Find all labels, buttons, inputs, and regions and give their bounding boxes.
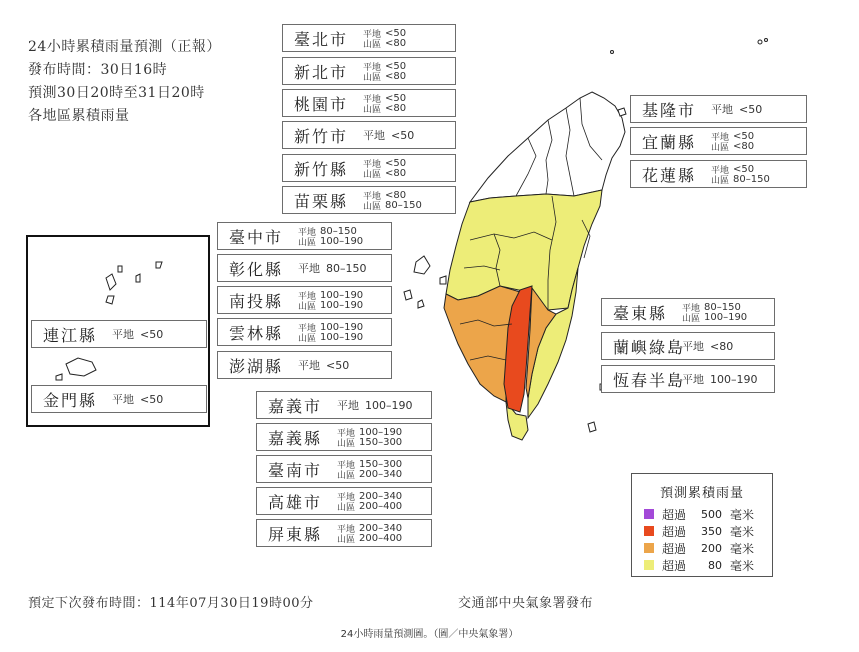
flat-label: 平地 [711,132,730,143]
region-name: 新竹縣 [294,159,349,179]
legend-item [644,540,754,556]
region-name: 臺東縣 [613,303,668,323]
legend-unit: 毫米 [730,541,755,556]
region-name: 宜蘭縣 [642,132,697,152]
mountain-value: 100–190 [704,311,748,323]
legend-swatch [644,526,654,536]
region-box [282,24,456,52]
flat-label: 平地 [337,524,356,535]
region-box [282,186,456,214]
flat-label: 平地 [363,62,382,73]
flat-label: 平地 [298,291,317,302]
region-box [601,332,775,360]
region-box [217,351,392,379]
region-box [282,89,456,117]
mountain-value: 150–300 [359,436,403,448]
mountain-label: 山區 [711,175,730,186]
region-name: 恆春半島 [613,370,686,390]
flat-label: 平地 [337,399,359,412]
flat-value: <50 [385,157,407,169]
flat-label: 平地 [337,428,356,439]
mountain-label: 山區 [298,237,317,248]
flat-label: 平地 [112,328,134,341]
region-name: 嘉義縣 [268,428,323,448]
forecast-period: 預測30日20時至31日20時 [28,85,205,101]
legend [631,473,773,577]
flat-value: <50 [385,92,407,104]
map-subtitle: 各地區累積雨量 [28,108,130,124]
flat-value: <50 [733,130,755,142]
legend-unit: 毫米 [730,524,755,539]
region-box [630,160,807,188]
region-name: 蘭嶼綠島 [613,337,686,357]
legend-threshold: 350 [701,524,722,538]
mountain-label: 山區 [298,333,317,344]
mountain-label: 山區 [337,534,356,545]
mountain-value: 100–190 [320,299,364,311]
flat-value: <50 [385,27,407,39]
flat-label: 平地 [298,359,320,372]
mountain-value: <80 [385,102,407,114]
legend-unit: 毫米 [730,558,755,573]
flat-value: <50 [391,128,415,142]
flat-label: 平地 [337,460,356,471]
flat-label: 平地 [682,373,704,386]
legend-prefix: 超過 [662,507,687,522]
region-name: 雲林縣 [229,323,284,343]
next-issue-time: 預定下次發布時間：114年07月30日19時00分 [28,596,314,611]
flat-value: 100–190 [710,372,758,386]
mountain-value: 80–150 [385,199,422,211]
mountain-label: 山區 [363,39,382,50]
flat-label: 平地 [363,191,382,202]
region-box [601,298,775,326]
mountain-label: 山區 [298,301,317,312]
region-name: 臺北市 [294,29,349,49]
region-box [282,154,456,182]
flat-label: 平地 [112,393,134,406]
flat-value: 100–190 [320,289,364,301]
legend-prefix: 超過 [662,558,687,573]
legend-prefix: 超過 [662,524,687,539]
legend-threshold: 500 [701,507,722,521]
mountain-value: 100–190 [320,331,364,343]
issue-time: 發布時間：30日16時 [28,62,168,78]
region-box [217,318,392,346]
region-name: 新竹市 [294,126,349,146]
region-name: 澎湖縣 [229,356,284,376]
region-box [256,519,432,547]
region-box [282,121,456,149]
flat-value: <50 [140,327,164,341]
region-box [256,423,432,451]
legend-unit: 毫米 [730,507,755,522]
region-name: 基隆市 [642,100,697,120]
flat-value: 200–340 [359,522,403,534]
region-name: 金門縣 [43,390,98,410]
flat-label: 平地 [298,262,320,275]
mountain-value: <80 [733,140,755,152]
region-name: 花蓮縣 [642,165,697,185]
flat-label: 平地 [363,29,382,40]
flat-value: <50 [140,392,164,406]
region-name: 高雄市 [268,492,323,512]
flat-label: 平地 [298,227,317,238]
region-box [256,487,432,515]
mountain-label: 山區 [363,72,382,83]
flat-label: 平地 [298,323,317,334]
flat-value: 100–190 [359,426,403,438]
mountain-value: 100–190 [320,235,364,247]
flat-value: 100–190 [365,398,413,412]
flat-value: <50 [385,60,407,72]
region-name: 臺中市 [229,227,284,247]
mountain-label: 山區 [363,104,382,115]
region-box [601,365,775,393]
legend-swatch [644,543,654,553]
region-box [217,254,392,282]
region-name: 連江縣 [43,325,98,345]
region-box [282,57,456,85]
mountain-label: 山區 [337,502,356,513]
flat-label: 平地 [682,303,701,314]
mountain-value: <80 [385,70,407,82]
region-name: 新北市 [294,62,349,82]
legend-threshold: 80 [708,558,722,572]
legend-item [644,523,754,539]
flat-label: 平地 [363,129,385,142]
region-box [217,286,392,314]
flat-value: <80 [710,339,734,353]
mountain-value: 200–340 [359,468,403,480]
flat-value: 80–150 [326,261,367,275]
flat-value: <80 [385,189,407,201]
flat-label: 平地 [363,94,382,105]
flat-label: 平地 [337,492,356,503]
map-title: 24小時累積雨量預測（正報） [28,39,221,55]
flat-value: <50 [739,102,763,116]
legend-item [644,506,754,522]
mountain-value: 80–150 [733,173,770,185]
legend-swatch [644,560,654,570]
legend-threshold: 200 [701,541,722,555]
legend-prefix: 超過 [662,541,687,556]
mountain-label: 山區 [337,438,356,449]
legend-title: 預測累積雨量 [659,486,744,501]
mountain-value: 200–400 [359,500,403,512]
region-box [31,385,207,413]
issuer: 交通部中央氣象署發布 [458,596,594,611]
legend-item [644,557,754,573]
flat-label: 平地 [711,103,733,116]
region-box [630,95,807,123]
region-name: 彰化縣 [229,259,284,279]
flat-label: 平地 [711,165,730,176]
legend-swatch [644,509,654,519]
flat-value: 100–190 [320,321,364,333]
region-box [256,391,432,419]
flat-label: 平地 [682,340,704,353]
region-name: 苗栗縣 [294,191,349,211]
mountain-label: 山區 [337,470,356,481]
flat-label: 平地 [363,159,382,170]
region-box [217,222,392,250]
region-box [31,320,207,348]
region-name: 桃園市 [294,94,349,114]
flat-value: 200–340 [359,490,403,502]
mountain-label: 山區 [682,313,701,324]
flat-value: <50 [733,163,755,175]
mountain-label: 山區 [711,142,730,153]
region-name: 南投縣 [229,291,284,311]
mountain-value: <80 [385,37,407,49]
region-name: 嘉義市 [268,396,323,416]
region-name: 屏東縣 [268,524,323,544]
region-box [630,127,807,155]
image-caption: 24小時雨量預測圖。（圖／中央氣象署） [340,629,519,640]
mountain-label: 山區 [363,169,382,180]
flat-value: <50 [326,358,350,372]
flat-value: 80–150 [704,301,741,313]
region-name: 臺南市 [268,460,323,480]
mountain-label: 山區 [363,201,382,212]
region-box [256,455,432,483]
mountain-value: 200–400 [359,532,403,544]
flat-value: 150–300 [359,458,403,470]
mountain-value: <80 [385,167,407,179]
flat-value: 80–150 [320,225,357,237]
